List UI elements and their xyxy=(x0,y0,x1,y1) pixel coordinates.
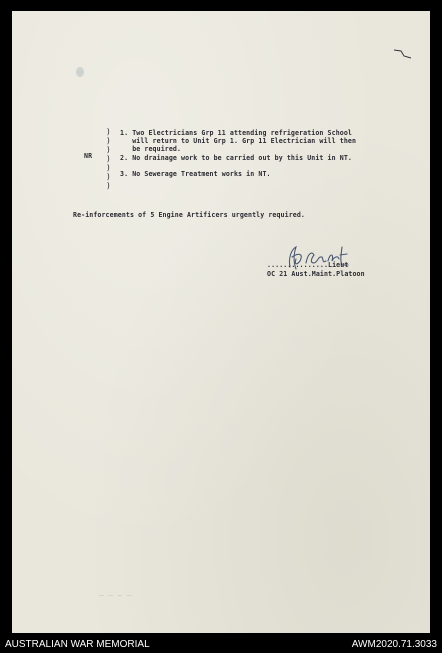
item-3-line-1: 3. No Sewerage Treatment works in NT. xyxy=(120,170,271,178)
faint-bleed-through: ⁣~ ~ ~ ~ xyxy=(98,591,133,600)
reinforcements-line: Re-inforcements of 5 Engine Artificers urgently required. xyxy=(73,211,305,219)
item-1-line-1: 1. Two Electricians Grp 11 attending refrigeration School xyxy=(120,129,352,137)
item-2-line-1: 2. No drainage work to be carried out by this Unit in NT. xyxy=(120,154,352,162)
margin-note-nr: NR xyxy=(84,152,93,160)
paper-stain xyxy=(76,67,84,77)
document-page xyxy=(12,11,430,633)
pencil-tick-mark xyxy=(393,47,413,61)
signoff-rank: ...............Lieut xyxy=(267,261,349,269)
item-1-line-3: be required. xyxy=(120,145,182,153)
footer-institution: AUSTRALIAN WAR MEMORIAL xyxy=(5,639,150,650)
signoff-unit: OC 21 Aust.Maint.Platoon xyxy=(267,270,365,278)
bracket-mark: ) ) ) ) ) ) ) xyxy=(106,127,111,190)
footer-accession-number: AWM2020.71.3033 xyxy=(351,639,437,650)
item-1-line-2: will return to Unit Grp 1. Grp 11 Electrician will then xyxy=(120,137,357,145)
